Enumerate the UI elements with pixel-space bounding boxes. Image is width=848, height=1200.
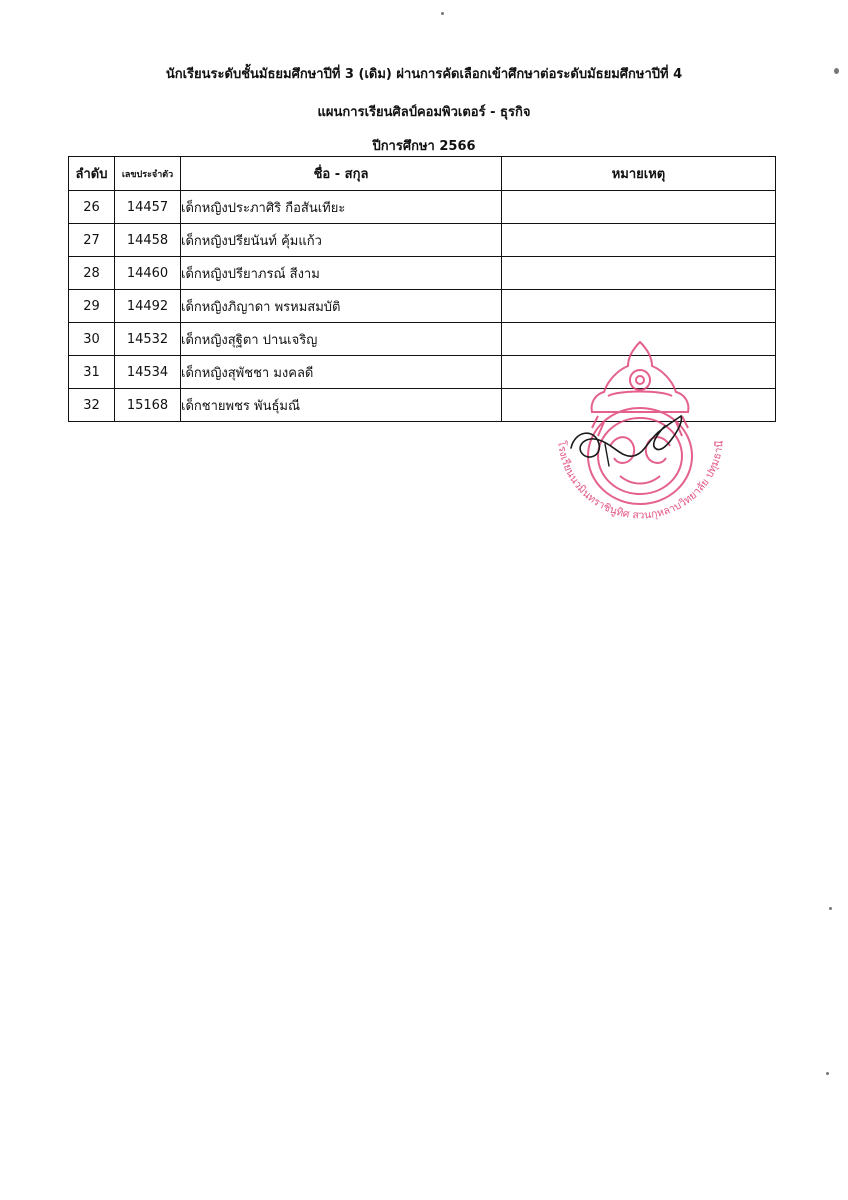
- cell-student-id: 14534: [115, 356, 181, 389]
- cell-student-id: 15168: [115, 389, 181, 422]
- scan-speck: [829, 907, 832, 910]
- header-remark: หมายเหตุ: [502, 157, 776, 191]
- table-row: [69, 290, 776, 323]
- cell-name: เด็กหญิงประภาศิริ กือสันเทียะ: [181, 191, 502, 224]
- table-row: [69, 191, 776, 224]
- cell-name: เด็กหญิงปรียนันท์ คุ้มแก้ว: [181, 224, 502, 257]
- table-row: [69, 257, 776, 290]
- stamp-lettering: โรงเรียนนวมินทราชินูทิศ สวนกุหลาบวิทยาลัย ปทุมธานี: [555, 440, 726, 522]
- cell-no: 26: [69, 191, 115, 224]
- cell-remark: [502, 290, 776, 323]
- cell-no: 30: [69, 323, 115, 356]
- cell-student-id: 14492: [115, 290, 181, 323]
- scan-speck: [441, 12, 444, 15]
- cell-no: 29: [69, 290, 115, 323]
- cell-remark: [502, 224, 776, 257]
- cell-no: 31: [69, 356, 115, 389]
- document-subtitle-year: ปีการศึกษา 2566: [372, 139, 476, 154]
- table-header-row: [69, 157, 776, 191]
- cell-no: 28: [69, 257, 115, 290]
- cell-name: เด็กหญิงปรียาภรณ์ สีงาม: [181, 257, 502, 290]
- cell-no: 32: [69, 389, 115, 422]
- cell-name: เด็กชายพชร พันธุ์มณี: [181, 389, 502, 422]
- document-subtitle-program: แผนการเรียนศิลป์คอมพิวเตอร์ - ธุรกิจ: [317, 105, 531, 120]
- cell-student-id: 14532: [115, 323, 181, 356]
- table-row: [69, 224, 776, 257]
- cell-name: เด็กหญิงสุพัชชา มงคลดี: [181, 356, 502, 389]
- cell-name: เด็กหญิงสุฐิตา ปานเจริญ: [181, 323, 502, 356]
- header-no: ลำดับ: [69, 157, 115, 191]
- cell-no: 27: [69, 224, 115, 257]
- document-title: นักเรียนระดับชั้นมัธยมศึกษาปีที่ 3 (เดิม) ผ่านการคัดเลือกเข้าศึกษาต่อระดับมัธยมศึกษาปีที่ 4: [165, 67, 683, 82]
- cell-student-id: 14457: [115, 191, 181, 224]
- header-name: ชื่อ - สกุล: [181, 157, 502, 191]
- signature: [565, 400, 700, 480]
- scan-speck: [826, 1072, 829, 1075]
- cell-remark: [502, 191, 776, 224]
- cell-remark: [502, 257, 776, 290]
- scan-speck: [834, 68, 839, 74]
- cell-student-id: 14458: [115, 224, 181, 257]
- cell-name: เด็กหญิงภิญาดา พรหมสมบัติ: [181, 290, 502, 323]
- cell-student-id: 14460: [115, 257, 181, 290]
- header-student-id: เลขประจำตัว: [115, 157, 181, 191]
